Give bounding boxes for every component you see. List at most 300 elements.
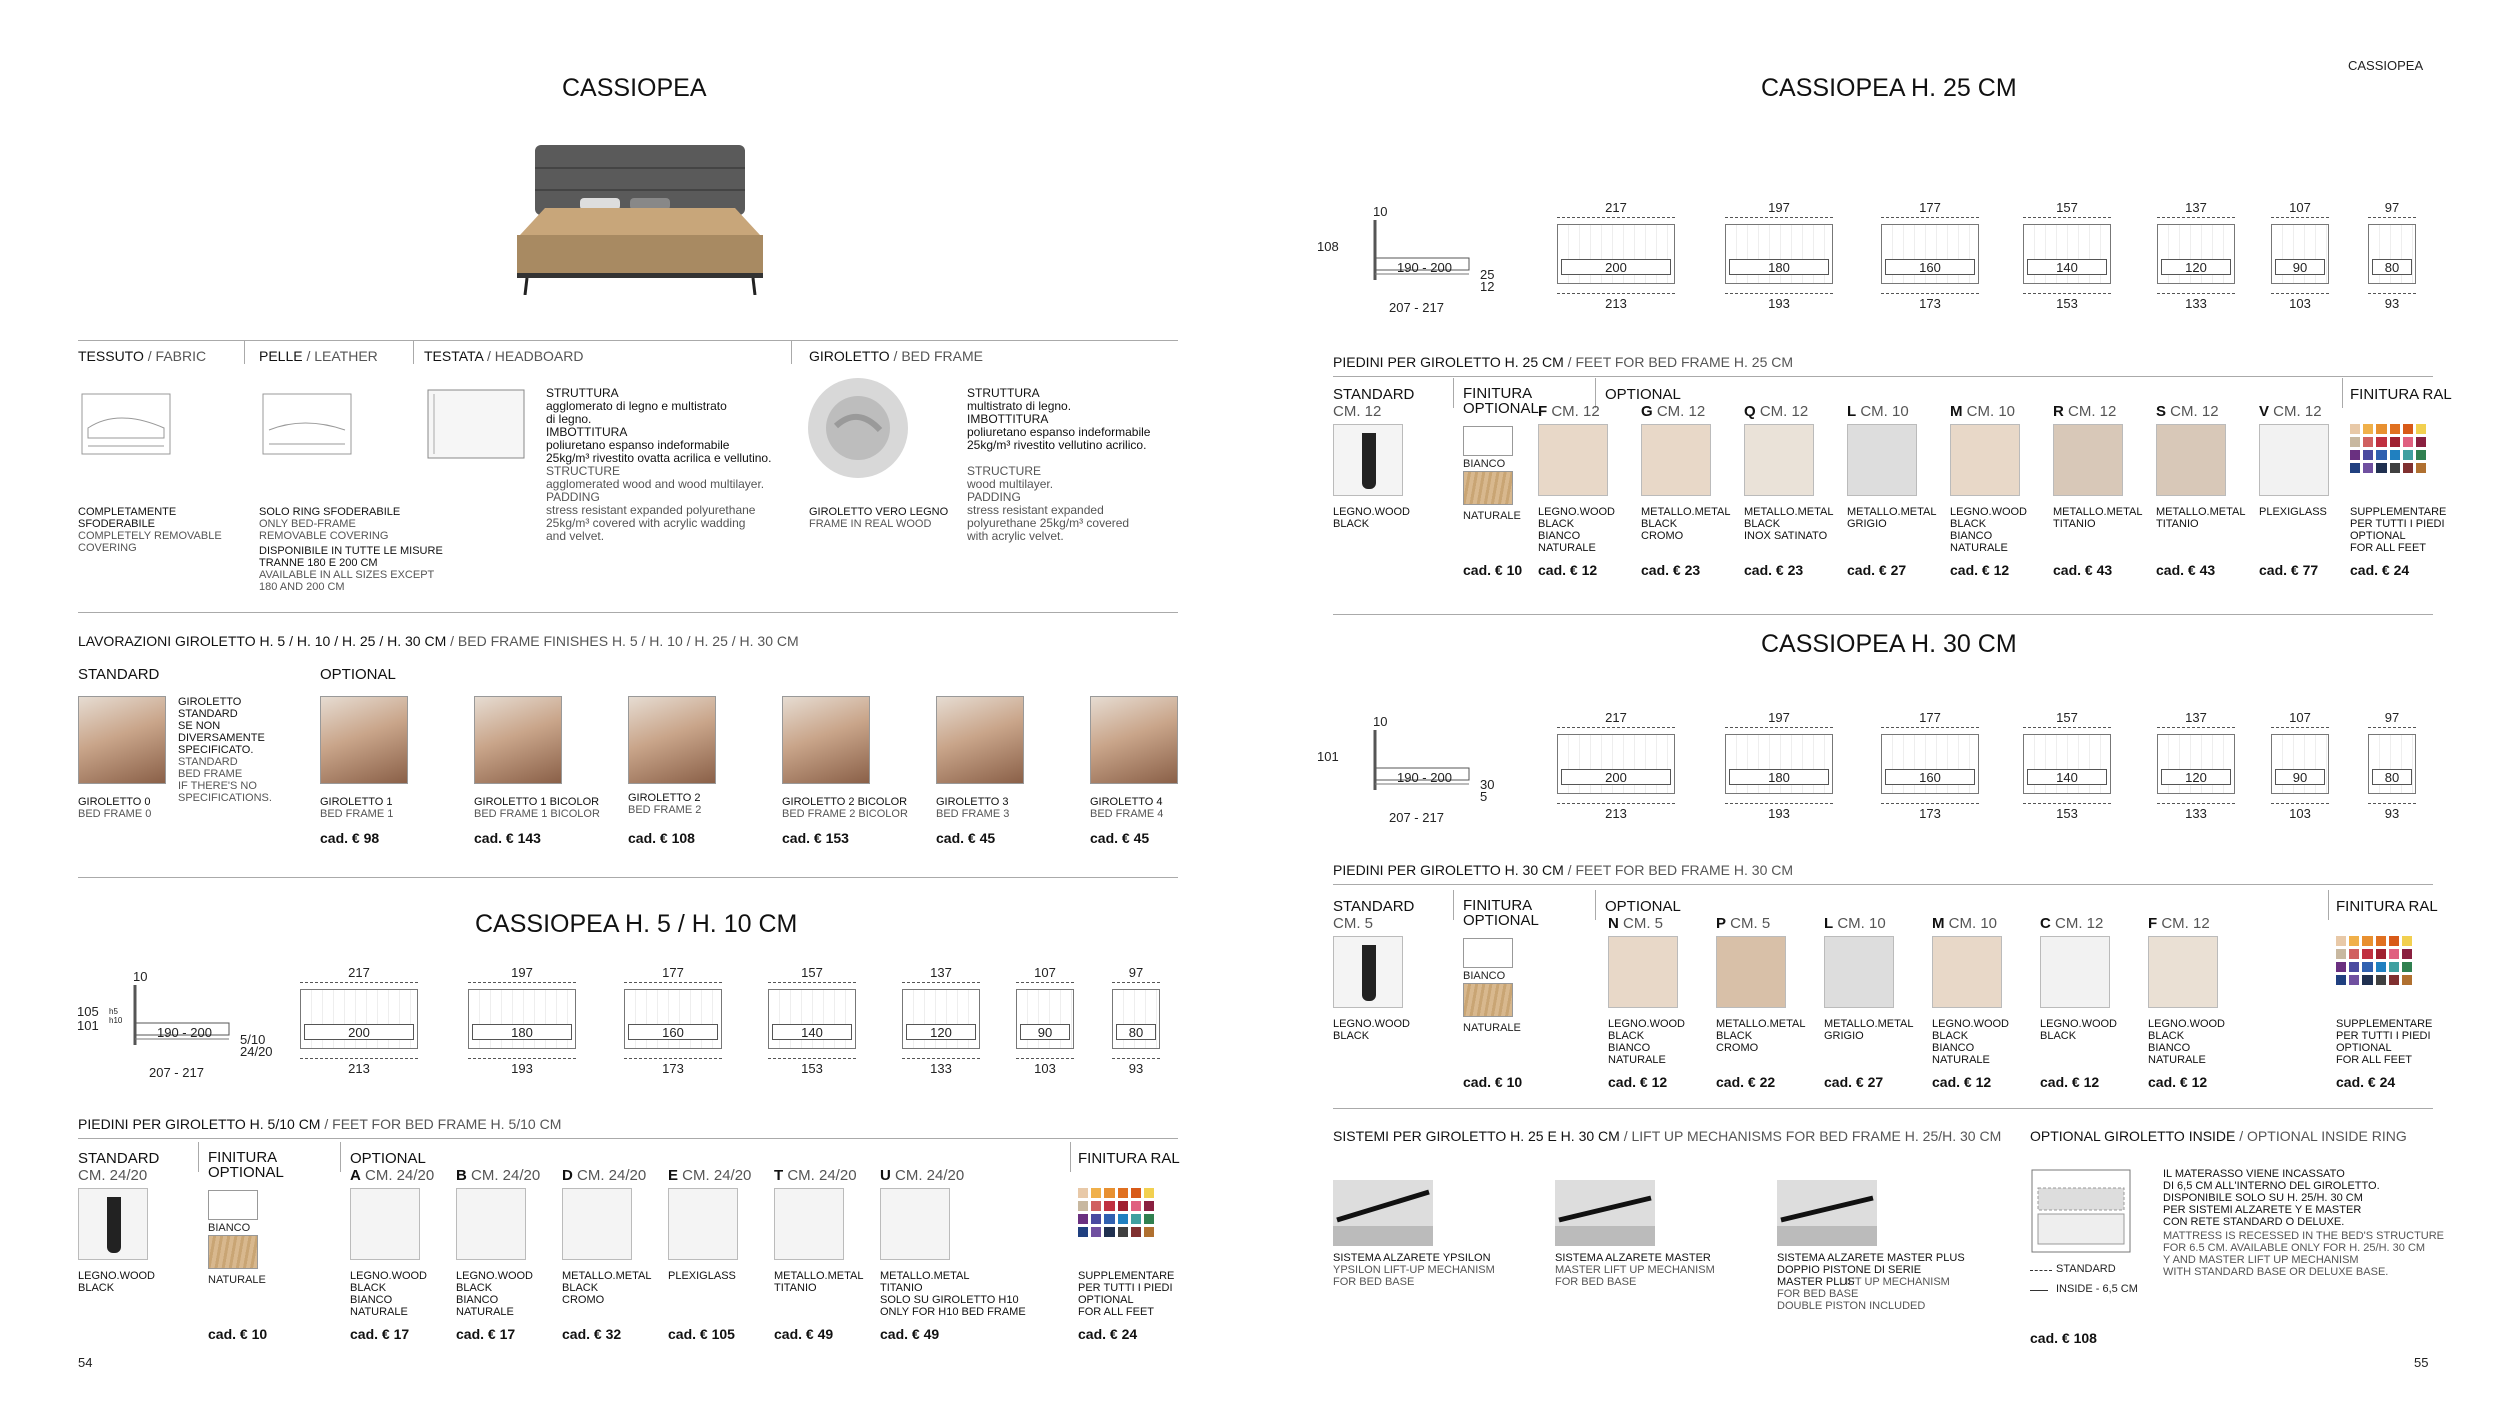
feet-standard-size: CM. 12 — [1333, 403, 1382, 420]
finish-name: GIROLETTO 2 BICOLOR — [782, 796, 908, 808]
headboard-heading: TESTATA / HEADBOARD — [424, 348, 584, 364]
bed-plan-diagram — [2271, 224, 2329, 284]
foot-code: M CM. 10 — [1950, 403, 2016, 420]
leather-text-en: ONLY BED-FRAME REMOVABLE COVERING — [259, 518, 389, 542]
foot-price: cad. € 49 — [774, 1326, 834, 1342]
foot-price: cad. € 43 — [2156, 562, 2216, 578]
foot-price: cad. € 12 — [2148, 1074, 2208, 1090]
standard-foot-material: LEGNO.WOOD BLACK — [78, 1270, 156, 1294]
leather-sketch-icon — [259, 388, 355, 460]
foot-code: R CM. 12 — [2053, 403, 2117, 420]
dim-width-bottom: 213 — [1557, 803, 1675, 821]
bed-plan-diagram — [1557, 224, 1675, 284]
foot-price: cad. € 12 — [1538, 562, 1598, 578]
dim-width-top: 107 — [1016, 965, 1074, 983]
bed-photo — [505, 140, 775, 295]
dim-width-top: 137 — [2157, 200, 2235, 218]
foot-code: T CM. 24/20 — [774, 1167, 857, 1184]
dim-width-top: 217 — [300, 965, 418, 983]
foot-code: L CM. 10 — [1824, 915, 1886, 932]
feet-h30-heading: PIEDINI PER GIROLETTO H. 30 CM / FEET FOR BED FRAME H. 30 CM — [1333, 862, 1794, 878]
finish-name-en: BED FRAME 1 — [320, 808, 394, 820]
dim-width-top: 97 — [1112, 965, 1160, 983]
inside-text: IL MATERASSO VIENE INCASSATO DI 6,5 CM ALL'INTERNO DEL GIROLETTO. DISPONIBILE SOLO SU H. 25/H. 30 CM PER SISTEMI ALZARETE Y E MASTER CON RETE STANDARD O DELUXE. — [2163, 1168, 2380, 1228]
bed-plan-diagram — [2023, 734, 2111, 794]
page-number-right: 55 — [2414, 1355, 2429, 1370]
dim-width-bottom: 173 — [1881, 803, 1979, 821]
foot-photo — [880, 1188, 950, 1260]
ral-price: cad. € 24 — [1078, 1326, 1138, 1342]
page-number-left: 54 — [78, 1355, 93, 1370]
foot-material: METALLO.METAL GRIGIO — [1824, 1018, 1914, 1042]
finish-natural-label: NATURALE — [208, 1274, 266, 1286]
dim-width-top: 97 — [2368, 200, 2416, 218]
feet-finitura-label: FINITURA OPTIONAL — [1463, 897, 1539, 929]
feet-optional-label: OPTIONAL — [1605, 386, 1681, 403]
foot-material: PLEXIGLASS — [2259, 506, 2327, 518]
dim-headboard-top: 10 — [1373, 204, 1388, 219]
finish-price: cad. € 45 — [1090, 830, 1150, 846]
foot-price: cad. € 22 — [1716, 1074, 1776, 1090]
bed-plan-diagram — [1881, 734, 1979, 794]
dim-side-length: 190 - 200 — [1397, 260, 1452, 275]
mattress-size: 140 — [772, 1024, 852, 1040]
foot-photo — [1744, 424, 1814, 496]
dim-width-top: 197 — [1725, 200, 1833, 218]
lift-name-en: YPSILON LIFT-UP MECHANISM FOR BED BASE — [1333, 1264, 1495, 1288]
ral-text: SUPPLEMENTARE PER TUTTI I PIEDI OPTIONAL FOR ALL FEET — [2336, 1018, 2433, 1066]
finish-swatch-natural[interactable] — [1463, 471, 1513, 505]
mattress-size: 90 — [2275, 769, 2325, 785]
mattress-size: 180 — [1729, 259, 1829, 275]
foot-material: METALLO.METAL TITANIO SOLO SU GIROLETTO H10 ONLY FOR H10 BED FRAME — [880, 1270, 1026, 1318]
dim-width-bottom: 133 — [902, 1058, 980, 1076]
finishes-std-note: GIROLETTO STANDARD SE NON DIVERSAMENTE SPECIFICATO. — [178, 696, 265, 756]
mattress-size: 120 — [906, 1024, 976, 1040]
mattress-size: 90 — [2275, 259, 2325, 275]
bedframe-caption: GIROLETTO VERO LEGNO — [809, 506, 949, 518]
bed-plan-diagram — [468, 989, 576, 1049]
dim-width-top: 137 — [2157, 710, 2235, 728]
dim-width-bottom: 103 — [2271, 293, 2329, 311]
mattress-size: 80 — [2372, 769, 2412, 785]
mattress-size: 90 — [1020, 1024, 1070, 1040]
dim-width-top: 177 — [1881, 200, 1979, 218]
side-profile-diagram — [1345, 730, 1475, 800]
lift-heading: SISTEMI PER GIROLETTO H. 25 E H. 30 CM / LIFT UP MECHANISMS FOR BED FRAME H. 25/H. 30 CM — [1333, 1128, 2002, 1144]
mattress-size: 140 — [2027, 769, 2107, 785]
finish-name: GIROLETTO 1 — [320, 796, 393, 808]
feet-standard-label: STANDARD — [1333, 898, 1415, 915]
foot-material: LEGNO.WOOD BLACK BIANCO NATURALE — [456, 1270, 534, 1318]
standard-foot-price: cad. € 10 — [1463, 1074, 1523, 1090]
headboard-sketch-icon — [424, 386, 528, 462]
mattress-size: 80 — [1116, 1024, 1156, 1040]
foot-photo — [1641, 424, 1711, 496]
foot-price: cad. € 32 — [562, 1326, 622, 1342]
finish-name: GIROLETTO 3 — [936, 796, 1009, 808]
finish-white-label: BIANCO — [208, 1222, 251, 1234]
foot-code: G CM. 12 — [1641, 403, 1706, 420]
dim-width-bottom: 133 — [2157, 293, 2235, 311]
finish-name-en: BED FRAME 2 — [628, 804, 702, 816]
finishes-standard-label: STANDARD — [78, 666, 160, 683]
lift-mechanism-diagram — [1333, 1180, 1433, 1246]
mattress-size: 180 — [1729, 769, 1829, 785]
finish-swatch-white[interactable] — [1463, 938, 1513, 968]
fabric-text-en: COMPLETELY REMOVABLE COVERING — [78, 530, 222, 554]
foot-material: LEGNO.WOOD BLACK BIANCO NATURALE — [1608, 1018, 1686, 1066]
dim-width-top: 217 — [1557, 200, 1675, 218]
ral-text: SUPPLEMENTARE PER TUTTI I PIEDI OPTIONAL FOR ALL FEET — [2350, 506, 2447, 554]
dim-width-bottom: 153 — [2023, 803, 2111, 821]
foot-code: F CM. 12 — [1538, 403, 1600, 420]
finish-swatch-natural[interactable] — [1463, 983, 1513, 1017]
lift-name-en: MASTER LIFT UP MECHANISM FOR BED BASE — [1555, 1264, 1715, 1288]
ral-price: cad. € 24 — [2336, 1074, 2396, 1090]
dim-width-bottom: 193 — [468, 1058, 576, 1076]
bed-plan-diagram — [624, 989, 722, 1049]
foot-code: C CM. 12 — [2040, 915, 2104, 932]
lift-name: SISTEMA ALZARETE YPSILON — [1333, 1252, 1491, 1264]
feet-standard-label: STANDARD — [78, 1150, 160, 1167]
dim-frame-height: 5/10 24/20 — [240, 1032, 273, 1059]
finish-swatch-natural[interactable] — [208, 1235, 258, 1269]
feet-ral-label: FINITURA RAL — [1078, 1150, 1180, 1167]
bed-plan-diagram — [2271, 734, 2329, 794]
finish-name-en: BED FRAME 4 — [1090, 808, 1164, 820]
dim-total-length: 207 - 217 — [1389, 810, 1444, 825]
leather-sizes-en: AVAILABLE IN ALL SIZES EXCEPT 180 AND 200 CM — [259, 569, 435, 593]
dim-width-bottom: 193 — [1725, 803, 1833, 821]
foot-code: N CM. 5 — [1608, 915, 1664, 932]
foot-photo — [774, 1188, 844, 1260]
feet-h5-heading: PIEDINI PER GIROLETTO H. 5/10 CM / FEET FOR BED FRAME H. 5/10 CM — [78, 1116, 562, 1132]
dim-width-top: 197 — [468, 965, 576, 983]
finish-name-en: BED FRAME 3 — [936, 808, 1010, 820]
foot-price: cad. € 12 — [1608, 1074, 1668, 1090]
foot-material: METALLO.METAL TITANIO — [2156, 506, 2246, 530]
bed-frame-finish-photo — [78, 696, 166, 784]
dim-width-top: 157 — [2023, 710, 2111, 728]
finish-price: cad. € 143 — [474, 830, 541, 846]
foot-price: cad. € 12 — [1932, 1074, 1992, 1090]
foot-price: cad. € 27 — [1824, 1074, 1884, 1090]
h30-title: CASSIOPEA H. 30 CM — [1761, 630, 2017, 658]
mattress-size: 120 — [2161, 769, 2231, 785]
foot-price: cad. € 105 — [668, 1326, 735, 1342]
foot-code: E CM. 24/20 — [668, 1167, 752, 1184]
inside-text-en: MATTRESS IS RECESSED IN THE BED'S STRUCTURE FOR 6.5 CM. AVAILABLE ONLY FOR H. 25/H. 30 CM Y AND MASTER LIFT UP MECHANISM WITH STANDARD BASE OR DELUXE BASE. — [2163, 1230, 2445, 1278]
foot-material: LEGNO.WOOD BLACK BIANCO NATURALE — [1950, 506, 2028, 554]
dim-headboard-top: 10 — [1373, 714, 1388, 729]
foot-price: cad. € 12 — [2040, 1074, 2100, 1090]
mattress-size: 200 — [1561, 769, 1671, 785]
bed-plan-diagram — [2023, 224, 2111, 284]
feet-standard-size: CM. 5 — [1333, 915, 1374, 932]
foot-photo — [1932, 936, 2002, 1008]
finishes-heading: LAVORAZIONI GIROLETTO H. 5 / H. 10 / H. 25 / H. 30 CM / BED FRAME FINISHES H. 5 / H. 10 / H. 25 / H. 30 CM — [78, 633, 799, 649]
bedframe-heading: GIROLETTO / BED FRAME — [809, 348, 984, 364]
dim-side-length: 190 - 200 — [157, 1025, 212, 1040]
finishes-std-note-en: STANDARD BED FRAME IF THERE'S NO SPECIFICATIONS. — [178, 756, 272, 804]
bed-plan-diagram — [1557, 734, 1675, 794]
foot-photo — [1608, 936, 1678, 1008]
fabric-sketch-icon — [78, 388, 174, 460]
mattress-size: 80 — [2372, 259, 2412, 275]
bed-plan-diagram — [300, 989, 418, 1049]
mattress-size: 200 — [304, 1024, 414, 1040]
foot-code: F CM. 12 — [2148, 915, 2210, 932]
dim-side-length: 190 - 200 — [1397, 770, 1452, 785]
foot-photo — [1716, 936, 1786, 1008]
lift-master-plus-en: LIFT UP MECHANISM — [1839, 1276, 1950, 1288]
finish-natural-label: NATURALE — [1463, 1022, 1521, 1034]
dim-height: 105 — [77, 1004, 99, 1019]
foot-material: LEGNO.WOOD BLACK BIANCO NATURALE — [2148, 1018, 2226, 1066]
finish-name: GIROLETTO 0 — [78, 796, 151, 808]
foot-code: U CM. 24/20 — [880, 1167, 965, 1184]
leather-heading: PELLE / LEATHER — [259, 348, 378, 364]
bed-plan-diagram — [2157, 224, 2235, 284]
bedframe-text-en: STRUCTURE wood multilayer. PADDING stress resistant expanded polyurethane 25kg/m³ covered with acrylic velvet. — [967, 464, 1130, 543]
inside-legend-inside: INSIDE - 6,5 CM — [2056, 1283, 2138, 1295]
dim-height: 101 — [1317, 749, 1339, 764]
bed-plan-diagram — [2157, 734, 2235, 794]
dim-width-bottom: 173 — [1881, 293, 1979, 311]
foot-material: LEGNO.WOOD BLACK BIANCO NATURALE — [1932, 1018, 2010, 1066]
ral-color-palette — [2350, 424, 2426, 473]
dim-frame-height: 25 12 — [1480, 267, 1495, 294]
lift-name-en: FOR BED BASE DOUBLE PISTON INCLUDED — [1777, 1288, 1926, 1312]
foot-price: cad. € 12 — [1950, 562, 2010, 578]
foot-material: LEGNO.WOOD BLACK BIANCO NATURALE — [1538, 506, 1616, 554]
leather-text: SOLO RING SFODERABILE — [259, 506, 401, 518]
foot-material: METALLO.METAL TITANIO — [2053, 506, 2143, 530]
foot-material: LEGNO.WOOD BLACK BIANCO NATURALE — [350, 1270, 428, 1318]
finish-white-label: BIANCO — [1463, 970, 1506, 982]
foot-code: A CM. 24/20 — [350, 1167, 435, 1184]
feet-ral-label: FINITURA RAL — [2336, 898, 2438, 915]
dim-width-bottom: 103 — [2271, 803, 2329, 821]
bed-frame-finish-photo — [628, 696, 716, 784]
inside-legend-standard: STANDARD — [2056, 1263, 2116, 1275]
foot-code: M CM. 10 — [1932, 915, 1998, 932]
corner-label: CASSIOPEA — [2348, 58, 2424, 73]
foot-material: METALLO.METAL BLACK CROMO — [1641, 506, 1731, 542]
side-profile-diagram — [1345, 220, 1475, 290]
leather-sizes: DISPONIBILE IN TUTTE LE MISURE TRANNE 180 E 200 CM — [259, 545, 443, 569]
finish-price: cad. € 45 — [936, 830, 996, 846]
finish-name-en: BED FRAME 1 BICOLOR — [474, 808, 600, 820]
dim-width-bottom: 93 — [2368, 293, 2416, 311]
foot-material: METALLO.METAL GRIGIO — [1847, 506, 1937, 530]
foot-code: B CM. 24/20 — [456, 1167, 541, 1184]
dim-width-top: 177 — [624, 965, 722, 983]
dim-width-top: 177 — [1881, 710, 1979, 728]
dim-width-top: 97 — [2368, 710, 2416, 728]
finish-name: GIROLETTO 4 — [1090, 796, 1163, 808]
headboard-text: STRUTTURA agglomerato di legno e multistrato di legno. IMBOTTITURA poliuretano espanso indeformabile 25kg/m³ rivestito ovatta acrilica e vellutino. — [546, 386, 772, 465]
foot-photo — [1847, 424, 1917, 496]
foot-code: S CM. 12 — [2156, 403, 2219, 420]
bedframe-caption-en: FRAME IN REAL WOOD — [809, 518, 932, 530]
bed-plan-diagram — [2368, 224, 2416, 284]
dim-width-top: 157 — [2023, 200, 2111, 218]
lift-name: SISTEMA ALZARETE MASTER PLUS DOPPIO PISTONE DI SERIE MASTER PLUS — [1777, 1252, 1965, 1288]
bed-plan-diagram — [1725, 734, 1833, 794]
foot-photo — [2156, 424, 2226, 496]
finish-name-en: BED FRAME 2 BICOLOR — [782, 808, 908, 820]
dim-width-top: 107 — [2271, 710, 2329, 728]
foot-photo — [1824, 936, 1894, 1008]
feet-h25-heading: PIEDINI PER GIROLETTO H. 25 CM / FEET FOR BED FRAME H. 25 CM — [1333, 354, 1794, 370]
ral-color-palette — [2336, 936, 2412, 985]
dim-width-bottom: 153 — [768, 1058, 856, 1076]
mattress-size: 160 — [1885, 769, 1975, 785]
mattress-size: 160 — [1885, 259, 1975, 275]
inside-heading: OPTIONAL GIROLETTO INSIDE / OPTIONAL INSIDE RING — [2030, 1128, 2407, 1144]
feet-ral-label: FINITURA RAL — [2350, 386, 2452, 403]
inside-price: cad. € 108 — [2030, 1330, 2097, 1346]
foot-photo — [1950, 424, 2020, 496]
bed-frame-finish-photo — [474, 696, 562, 784]
standard-foot-price: cad. € 10 — [1463, 562, 1523, 578]
foot-photo — [562, 1188, 632, 1260]
bed-plan-diagram — [1881, 224, 1979, 284]
foot-price: cad. € 77 — [2259, 562, 2319, 578]
bed-frame-finish-photo — [782, 696, 870, 784]
feet-finitura-label: FINITURA OPTIONAL — [1463, 385, 1539, 417]
lift-name: SISTEMA ALZARETE MASTER — [1555, 1252, 1711, 1264]
foot-price: cad. € 49 — [880, 1326, 940, 1342]
bed-plan-diagram — [1016, 989, 1074, 1049]
foot-code: L CM. 10 — [1847, 403, 1909, 420]
bed-plan-diagram — [1725, 224, 1833, 284]
dim-width-top: 137 — [902, 965, 980, 983]
finish-name: GIROLETTO 1 BICOLOR — [474, 796, 600, 808]
lift-mechanism-diagram — [1777, 1180, 1877, 1246]
side-profile-diagram — [105, 985, 235, 1055]
h25-title: CASSIOPEA H. 25 CM — [1761, 74, 2017, 102]
fabric-text: COMPLETAMENTE SFODERABILE — [78, 506, 177, 530]
standard-foot-photo — [1333, 424, 1403, 496]
standard-foot-photo — [1333, 936, 1403, 1008]
standard-foot-material: LEGNO.WOOD BLACK — [1333, 506, 1411, 530]
h5-title: CASSIOPEA H. 5 / H. 10 CM — [475, 910, 798, 938]
foot-material: METALLO.METAL BLACK CROMO — [562, 1270, 652, 1306]
finish-price: cad. € 153 — [782, 830, 849, 846]
headboard-text-en: STRUCTURE agglomerated wood and wood multilayer. PADDING stress resistant expanded polyurethane 25kg/m³ covered with acrylic wadding and velvet. — [546, 464, 765, 543]
dim-width-bottom: 133 — [2157, 803, 2235, 821]
standard-foot-price: cad. € 10 — [208, 1326, 268, 1342]
finish-swatch-white[interactable] — [1463, 426, 1513, 456]
dim-width-top: 107 — [2271, 200, 2329, 218]
foot-code: V CM. 12 — [2259, 403, 2322, 420]
finish-name-en: BED FRAME 0 — [78, 808, 152, 820]
dim-headboard-top: 10 — [133, 969, 148, 984]
dim-width-top: 217 — [1557, 710, 1675, 728]
foot-photo — [1538, 424, 1608, 496]
dim-width-bottom: 93 — [1112, 1058, 1160, 1076]
dim-width-bottom: 213 — [1557, 293, 1675, 311]
dim-height: 108 — [1317, 239, 1339, 254]
page-title: CASSIOPEA — [562, 74, 707, 102]
bed-frame-finish-photo — [936, 696, 1024, 784]
mattress-size: 200 — [1561, 259, 1671, 275]
foot-code: Q CM. 12 — [1744, 403, 1809, 420]
finish-swatch-white[interactable] — [208, 1190, 258, 1220]
foot-photo — [2040, 936, 2110, 1008]
foot-photo — [668, 1188, 738, 1260]
foot-photo — [2259, 424, 2329, 496]
bed-plan-diagram — [1112, 989, 1160, 1049]
foot-material: PLEXIGLASS — [668, 1270, 736, 1282]
foot-material: METALLO.METAL BLACK CROMO — [1716, 1018, 1806, 1054]
foot-material: METALLO.METAL TITANIO — [774, 1270, 864, 1294]
foot-price: cad. € 23 — [1641, 562, 1701, 578]
foot-photo — [456, 1188, 526, 1260]
bed-plan-diagram — [2368, 734, 2416, 794]
finish-price: cad. € 98 — [320, 830, 380, 846]
dim-width-bottom: 103 — [1016, 1058, 1074, 1076]
bed-plan-diagram — [902, 989, 980, 1049]
foot-price: cad. € 17 — [350, 1326, 410, 1342]
dim-width-top: 157 — [768, 965, 856, 983]
foot-code: D CM. 24/20 — [562, 1167, 647, 1184]
mattress-size: 140 — [2027, 259, 2107, 275]
foot-price: cad. € 43 — [2053, 562, 2113, 578]
dim-width-bottom: 173 — [624, 1058, 722, 1076]
feet-standard-label: STANDARD — [1333, 386, 1415, 403]
foot-material: LEGNO.WOOD BLACK — [2040, 1018, 2118, 1042]
finishes-optional-label: OPTIONAL — [320, 666, 396, 683]
dim-width-bottom: 153 — [2023, 293, 2111, 311]
mattress-size: 160 — [628, 1024, 718, 1040]
feet-finitura-label: FINITURA OPTIONAL — [208, 1149, 284, 1181]
standard-foot-photo — [78, 1188, 148, 1260]
feet-optional-label: OPTIONAL — [350, 1150, 426, 1167]
foot-photo — [2053, 424, 2123, 496]
feet-optional-label: OPTIONAL — [1605, 898, 1681, 915]
foot-price: cad. € 23 — [1744, 562, 1804, 578]
dim-width-top: 197 — [1725, 710, 1833, 728]
bedframe-text: STRUTTURA multistrato di legno. IMBOTTITURA poliuretano espanso indeformabile 25kg/m³ rivestito vellutino acrilico. — [967, 386, 1151, 452]
foot-photo — [2148, 936, 2218, 1008]
feet-standard-size: CM. 24/20 — [78, 1167, 148, 1184]
dim-width-bottom: 213 — [300, 1058, 418, 1076]
bed-frame-finish-photo — [1090, 696, 1178, 784]
dim-total-length: 207 - 217 — [1389, 300, 1444, 315]
finish-white-label: BIANCO — [1463, 458, 1506, 470]
inside-ring-diagram — [2030, 1168, 2132, 1254]
dim-width-bottom: 193 — [1725, 293, 1833, 311]
foot-code: P CM. 5 — [1716, 915, 1771, 932]
foot-price: cad. € 27 — [1847, 562, 1907, 578]
fabric-heading: TESSUTO / FABRIC — [78, 348, 207, 364]
finish-name: GIROLETTO 2 — [628, 792, 701, 804]
mattress-size: 180 — [472, 1024, 572, 1040]
dim-height-small: h5 h10 — [109, 1007, 123, 1025]
ral-text: SUPPLEMENTARE PER TUTTI I PIEDI OPTIONAL FOR ALL FEET — [1078, 1270, 1175, 1318]
finish-natural-label: NATURALE — [1463, 510, 1521, 522]
ral-color-palette — [1078, 1188, 1154, 1237]
dim-height-b: 101 — [77, 1018, 99, 1033]
ral-price: cad. € 24 — [2350, 562, 2410, 578]
real-wood-seal — [806, 376, 910, 480]
foot-price: cad. € 17 — [456, 1326, 516, 1342]
dim-frame-height: 30 5 — [1480, 777, 1495, 804]
